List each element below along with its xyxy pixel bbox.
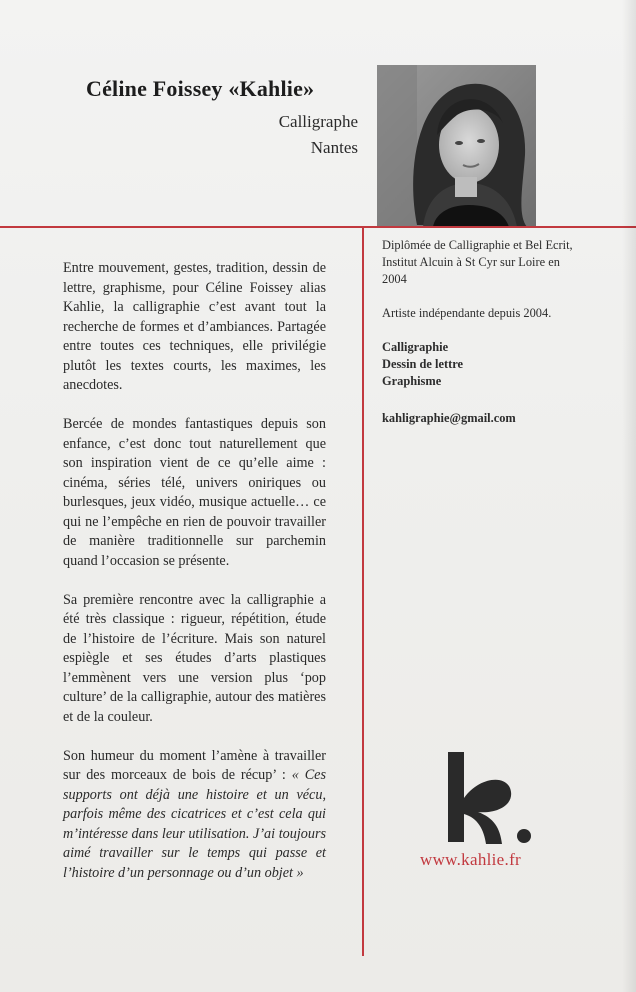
skill-item: Calligraphie	[382, 340, 449, 354]
bio-paragraph-2: Bercée de mondes fantastiques depuis son enfance, c’est donc tout naturellement que son inspiration vient de ce qu’elle aime : cinéma, séries télé, univers oniriques ou burlesques, jeux vidéo, musique actuelle… ce qui ne l’empêche en rien de pouvoir travailler de manière traditionnelle sur parchemin quand l’occasion se présente.	[63, 416, 326, 569]
logo-icon	[438, 748, 538, 848]
portrait-image	[377, 65, 536, 227]
info-sidebar	[382, 237, 582, 444]
artist-role: Calligraphe	[278, 112, 358, 131]
biography-text	[63, 259, 326, 903]
skill-item: Graphisme	[382, 374, 442, 388]
bio-paragraph-1: Entre mouvement, gestes, tradition, dessin de lettre, graphisme, pour Céline Foissey alias Kahlie, la calligraphie c’est avant tout la recherche de formes et d’ambiances. Partagée entre toutes ces techniques, elle privilégie plutôt les textes courts, les maximes, les anecdotes.	[63, 260, 326, 393]
skills-list	[382, 339, 582, 390]
artist-name: Céline Foissey «Kahlie»	[86, 76, 315, 101]
website-link[interactable]: www.kahlie.fr	[420, 850, 521, 869]
k-monogram-logo	[438, 748, 538, 848]
artist-city: Nantes	[310, 138, 358, 157]
skill-item: Dessin de lettre	[382, 357, 463, 371]
portrait-photo	[377, 65, 536, 227]
red-horizontal-divider	[0, 226, 636, 228]
email-link[interactable]: kahligraphie@gmail.com	[382, 411, 516, 425]
red-vertical-divider	[362, 226, 364, 956]
diploma-text: Diplômée de Calligraphie et Bel Ecrit, Institut Alcuin à St Cyr sur Loire en 2004	[382, 238, 573, 286]
bio-paragraph-4-intro: Son humeur du moment l’amène à travailler sur des morceaux de bois de récup’ :	[63, 747, 326, 783]
artist-quote: « Ces supports ont déjà une histoire et un vécu, parfois même des cicatrices et c’est cela qui m’intéresse dans leur utilisation. J’ai toujours aimé travailler sur le temps qui passe et l’histoire d’un personnage ou d’un objet »	[63, 767, 326, 881]
bio-paragraph-4	[63, 747, 326, 884]
bio-paragraph-3: Sa première rencontre avec la calligraphie a été très classique : rigueur, répétition, étude de l’histoire de l’écriture. Mais son naturel espiègle et ses études d’arts plastiques l’emmènent vers une version plus ‘pop culture’ de la calligraphie, autour des matières et de la couleur.	[63, 591, 326, 725]
status-text: Artiste indépendante depuis 2004.	[382, 306, 552, 320]
